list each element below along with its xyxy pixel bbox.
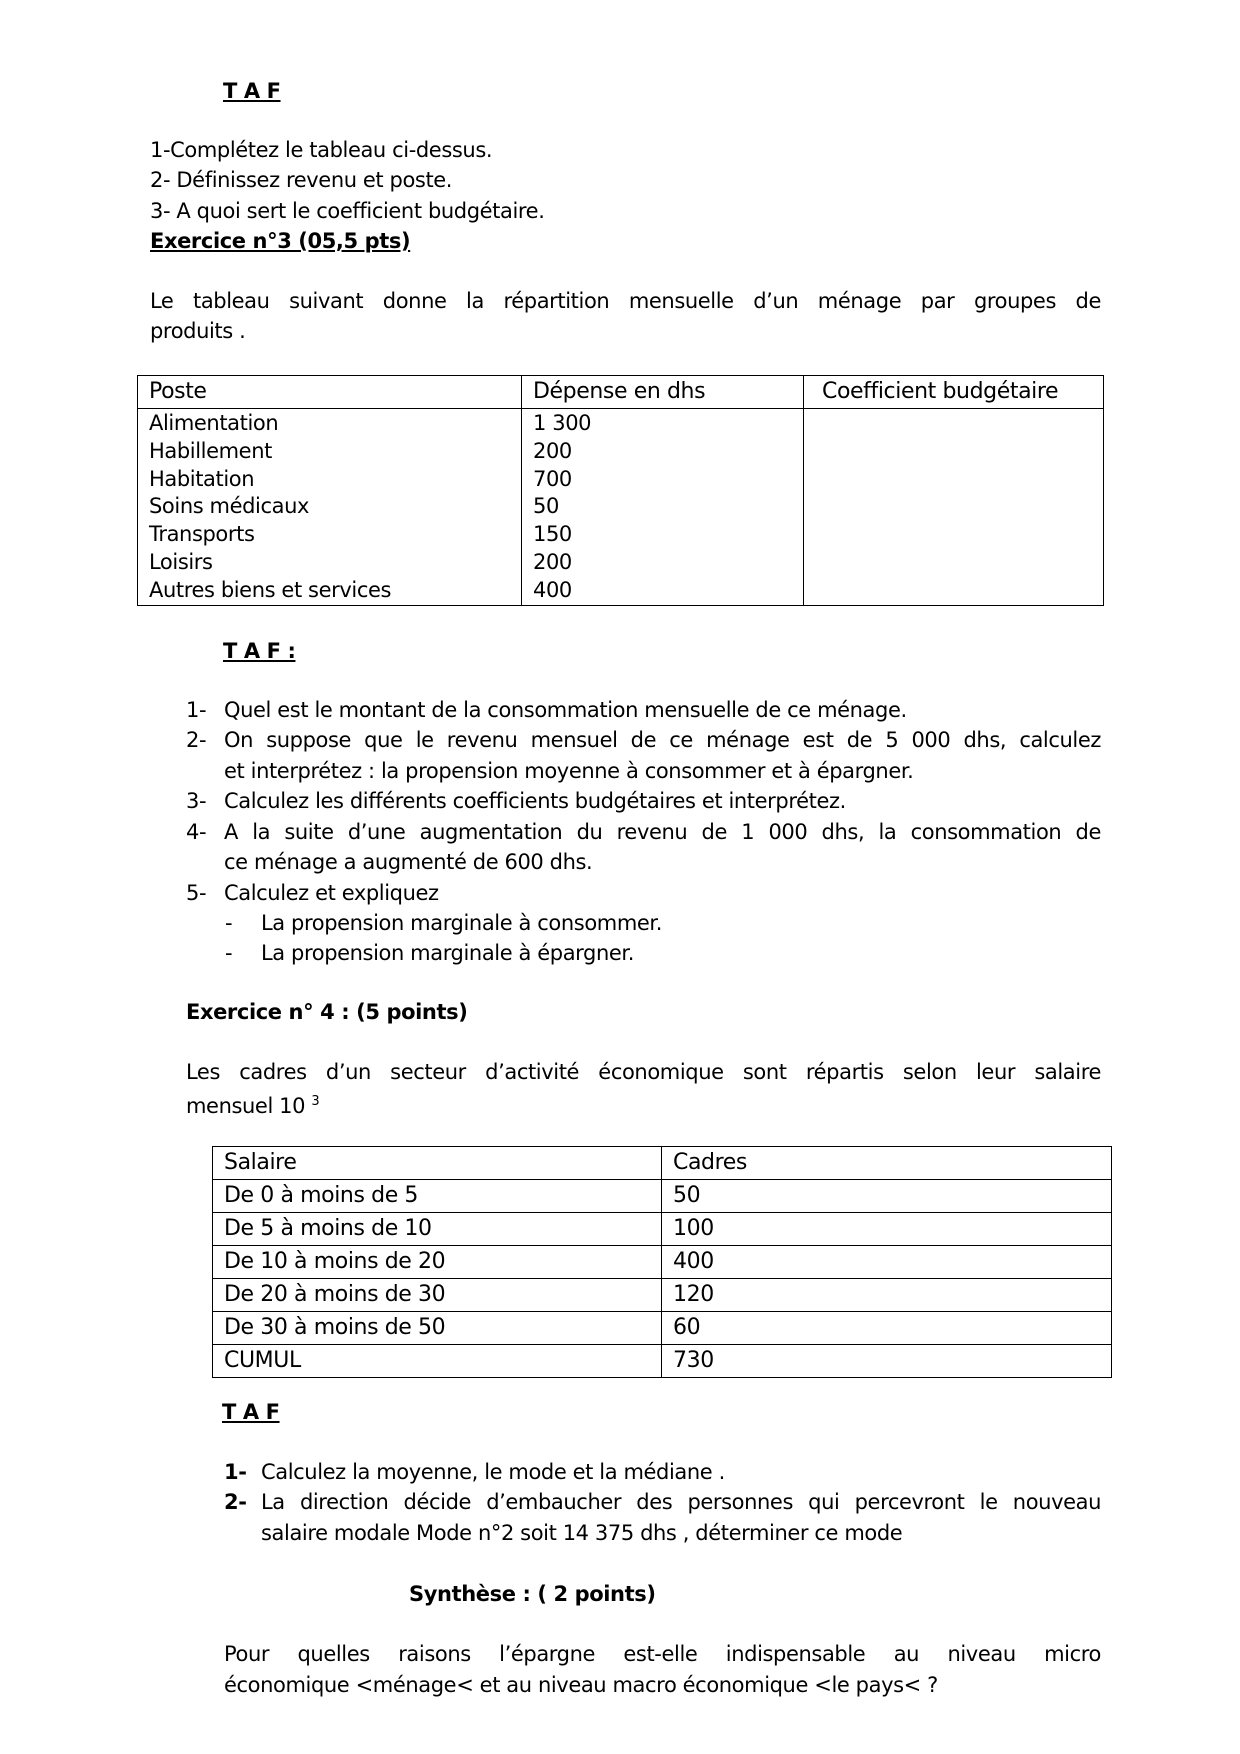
table-header-row	[213, 1147, 1112, 1180]
depense-cell: 400	[533, 577, 572, 602]
synthese-question-cont: économique <ménage< et au niveau macro économique <le pays< ?	[224, 1673, 938, 1697]
question-text: Calculez et expliquez	[224, 881, 439, 905]
cadres-count: 730	[662, 1345, 1112, 1378]
poste-column	[138, 409, 522, 606]
salary-range: CUMUL	[213, 1345, 662, 1378]
exponent: 3	[311, 1094, 320, 1109]
question-number: 2-	[224, 1490, 247, 1514]
header-cadres: Cadres	[662, 1147, 1112, 1180]
question-text: et interprétez : la propension moyenne à consommer et à épargner.	[224, 759, 914, 783]
salary-range: De 20 à moins de 30	[213, 1279, 662, 1312]
poste-cell: Soins médicaux	[149, 494, 310, 519]
depense-cell: 200	[533, 438, 572, 463]
question-number: 1-	[186, 698, 207, 722]
salary-table	[212, 1146, 1112, 1378]
salary-range: De 10 à moins de 20	[213, 1246, 662, 1279]
question-number: 4-	[186, 820, 207, 844]
question-text: La direction décide d’embaucher des personnes qui percevront le nouveau	[261, 1490, 1101, 1514]
table-row-total	[213, 1345, 1112, 1378]
depense-cell: 700	[533, 466, 572, 491]
depense-cell: 150	[533, 522, 572, 547]
table-body	[138, 409, 1104, 606]
coefficient-column-empty	[804, 409, 1104, 606]
question-text: A la suite d’une augmentation du revenu de 1 000 dhs, la consommation de	[224, 820, 1101, 844]
salary-range: De 30 à moins de 50	[213, 1312, 662, 1345]
cadres-count: 400	[662, 1246, 1112, 1279]
question-text: Quel est le montant de la consommation mensuelle de ce ménage.	[224, 698, 907, 722]
taf-item: 3- A quoi sert le coefficient budgétaire.	[150, 199, 545, 223]
depense-cell: 50	[533, 494, 559, 519]
question-text: ce ménage a augmenté de 600 dhs.	[224, 850, 593, 874]
poste-cell: Habitation	[149, 466, 255, 491]
taf-item: 2- Définissez revenu et poste.	[150, 168, 453, 192]
taf-heading: T A F	[223, 79, 281, 103]
sub-item: La propension marginale à consommer.	[261, 911, 662, 935]
dash-bullet: -	[225, 911, 233, 935]
question-text: salaire modale Mode n°2 soit 14 375 dhs , déterminer ce mode	[261, 1521, 903, 1545]
table-row	[213, 1279, 1112, 1312]
exercise-3-intro: Le tableau suivant donne la répartition mensuelle d’un ménage par groupes de	[150, 289, 1101, 313]
salary-range: De 5 à moins de 10	[213, 1213, 662, 1246]
question-number: 3-	[186, 789, 207, 813]
question-number: 1-	[224, 1460, 247, 1484]
intro-text: mensuel 10	[186, 1094, 306, 1118]
table-row	[213, 1312, 1112, 1345]
table-header-row	[138, 376, 1104, 409]
depense-column	[522, 409, 804, 606]
poste-cell: Alimentation	[149, 411, 279, 435]
exercise-4-title: Exercice n° 4 : (5 points)	[186, 1000, 468, 1024]
taf-heading: T A F :	[223, 639, 296, 663]
table-row	[213, 1246, 1112, 1279]
question-text: Calculez les différents coefficients budgétaires et interprétez.	[224, 789, 846, 813]
depense-cell: 1 300	[533, 411, 592, 435]
synthese-title: Synthèse : ( 2 points)	[409, 1582, 656, 1606]
depense-cell: 200	[533, 549, 572, 574]
question-number: 2-	[186, 728, 207, 752]
poste-cell: Loisirs	[149, 549, 213, 574]
cadres-count: 50	[662, 1180, 1112, 1213]
exercise-4-intro: Les cadres d’un secteur d’activité économique sont répartis selon leur salaire	[186, 1060, 1101, 1084]
table-row	[213, 1213, 1112, 1246]
expenses-table	[137, 375, 1104, 606]
cadres-count: 120	[662, 1279, 1112, 1312]
cadres-count: 100	[662, 1213, 1112, 1246]
header-poste: Poste	[138, 376, 522, 409]
header-salaire: Salaire	[213, 1147, 662, 1180]
table-row	[213, 1180, 1112, 1213]
exercise-3-intro-cont: produits .	[150, 319, 246, 343]
poste-cell: Autres biens et services	[149, 577, 392, 602]
salary-range: De 0 à moins de 5	[213, 1180, 662, 1213]
exercise-3-title: Exercice n°3 (05,5 pts)	[150, 229, 411, 253]
header-depense: Dépense en dhs	[522, 376, 804, 409]
question-number: 5-	[186, 881, 207, 905]
poste-cell: Habillement	[149, 438, 272, 463]
question-text: On suppose que le revenu mensuel de ce ménage est de 5 000 dhs, calculez	[224, 728, 1101, 752]
dash-bullet: -	[225, 941, 233, 965]
cadres-count: 60	[662, 1312, 1112, 1345]
header-coefficient: Coefficient budgétaire	[804, 376, 1104, 409]
exercise-4-intro-cont	[186, 1087, 319, 1121]
question-text: Calculez la moyenne, le mode et la médiane .	[261, 1460, 725, 1484]
sub-item: La propension marginale à épargner.	[261, 941, 634, 965]
synthese-question: Pour quelles raisons l’épargne est-elle indispensable au niveau micro	[224, 1642, 1101, 1666]
poste-cell: Transports	[149, 522, 255, 547]
taf-item: 1-Complétez le tableau ci-dessus.	[150, 138, 493, 162]
taf-heading: T A F	[222, 1400, 280, 1424]
